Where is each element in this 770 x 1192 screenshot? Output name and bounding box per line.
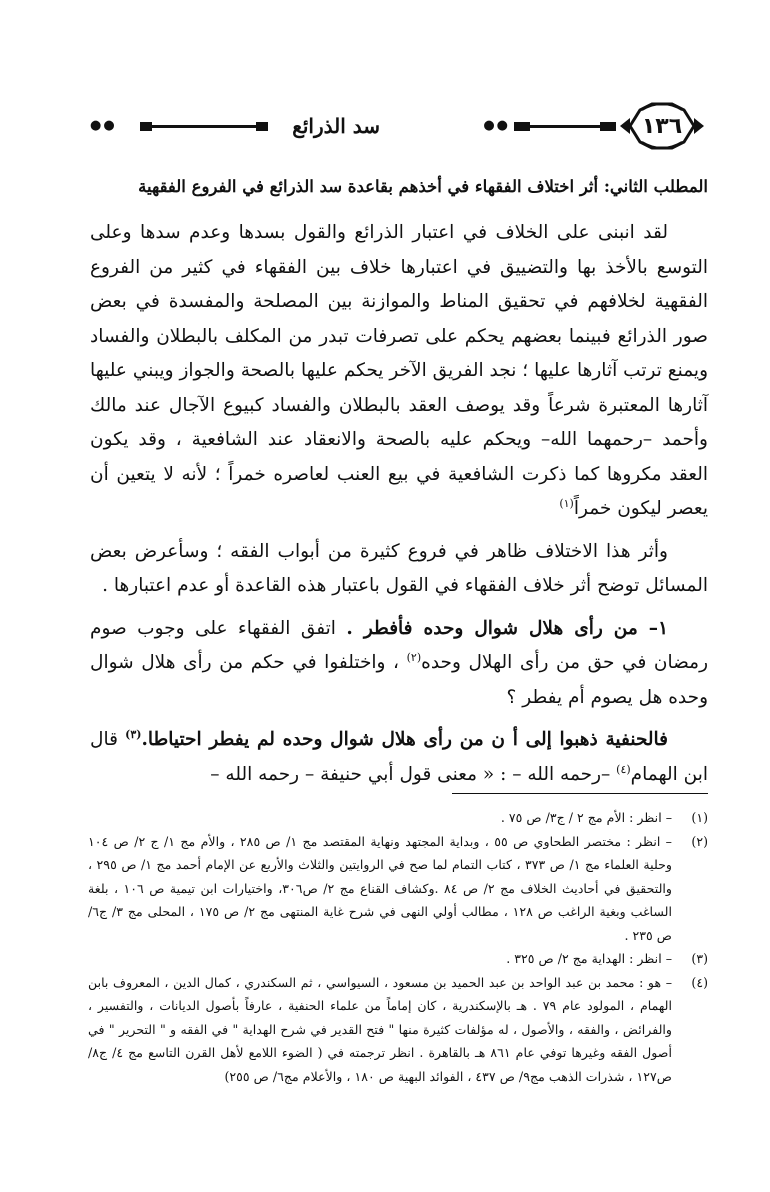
footnote-text: – انظر : الأم مج ٢ / ج٣/ ص ٧٥ . — [500, 810, 672, 825]
footnote-text: – انظر : مختصر الطحاوي ص ٥٥ ، وبداية المجتهد ونهاية المقتصد مج ١/ ص ٢٨٥ ، والأم مج ١/ ج ٢/ ص ١٠٤ وحلية العلماء مج ١/ ص ٣٧٣ ، كتاب التمام لما صح في الروايتين والثلاث والأربع عن الإمام أحمد مج ١/ ص ٢٩٥ ، والتحقيق في أحاديث الخلاف مج ٢/ ص ٨٤ .وكشاف القناع مج ٢/ ص٣٠٦، واختيارات ابن تيمية ص ١٠٦ ، بلغة الساغب وبغية الراغب ص ١٢٨ ، مطالب أولي النهى في شرح غاية المنتهى مج ٢/ ص ١٧٥ ، المحلى مج ٣/ ج٦/ ص ٢٣٥ . — [88, 833, 672, 943]
footnotes — [88, 806, 708, 1088]
footnote-ref: (٣) — [125, 727, 142, 741]
footnote-number: (٤) — [691, 974, 708, 990]
paragraph-text: –رحمه الله – : « معنى قول أبي حنيفة – رحمه الله – — [210, 763, 617, 785]
paragraph-text: اتفق الفقهاء على وجوب صوم رمضان في حق من رأى الهلال وحده — [90, 617, 709, 673]
header-rule — [152, 125, 256, 128]
paragraph-intro — [90, 216, 708, 527]
footnote-number: (٢) — [691, 833, 708, 849]
footnote-ref: (٤) — [616, 762, 631, 776]
paragraph-issue-1 — [90, 612, 708, 716]
page-header — [90, 96, 708, 156]
footnote-ref: (١) — [559, 496, 574, 510]
issue-heading: ١– من رأى هلال شوال وحده فأفطر . — [346, 617, 668, 639]
footnote — [88, 947, 708, 971]
header-rule-block — [600, 122, 616, 131]
section-title: المطلب الثاني: أثر اختلاف الفقهاء في أخذهم بقاعدة سد الذرائع في الفروع الفقهية — [138, 177, 708, 196]
paragraph-effect — [90, 535, 708, 604]
header-rule-block — [514, 122, 530, 131]
paragraph-text: وأثر هذا الاختلاف ظاهر في فروع كثيرة من أبواب الفقه ؛ وسأعرض بعض المسائل توضح أثر خلاف الفقهاء في القول باعتبار هذه القاعدة أو عدم اعتبارها . — [90, 540, 708, 596]
footnote-text: – انظر : الهداية مج ٢/ ص ٣٢٥ . — [506, 951, 672, 966]
header-rule-block — [140, 122, 152, 131]
footnote — [88, 971, 708, 1089]
header-rule — [530, 125, 600, 128]
hanafi-opinion: فالحنفية ذهبوا إلى أ ن من رأى هلال شوال وحده لم يفطر احتياطا. — [141, 729, 668, 750]
footnote-number: (٣) — [691, 951, 708, 966]
header-rule-block — [256, 122, 268, 131]
page-number: ١٣٦ — [641, 113, 683, 139]
footnote-text: – هو : محمد بن عبد الواحد بن عبد الحميد بن مسعود ، السيواسي ، ثم السكندري ، كمال الدين ، المعروف بابن الهمام ، المولود عام ٧٩ . هـ بالإسكندرية ، كان إماماً من علماء الحنفية ، عارفاً بأصول الديانات ، والتفسير ، والفرائض ، والفقه ، والأصول ، له مؤلفات كثيرة منها " فتح القدير في شرح الهداية " في الفقه و " التحرير " في أصول الفقه وغيرها توفي عام ٨٦١ هـ بالقاهرة . انظر ترجمته في ( الضوء اللامع لأهل القرن التاسع مج ٤/ ج٨/ ص١٢٧ ، شذرات الذهب مج٩/ ص ٤٣٧ ، الفوائد البهية ص ١٨٠ ، والأعلام مج٦/ ص ٢٥٥) — [88, 974, 672, 1084]
footnote — [88, 806, 708, 830]
paragraph-text: لقد انبنى على الخلاف في اعتبار الذرائع والقول بسدها وعدم سدها وعلى التوسع بالأخذ بها والتضييق في اعتبارها خلاف بين الفقهاء في كثير من الفروع الفقهية لخلافهم في تحقيق المناط والموازنة بين المصلحة والمفسدة في بعض صور الذرائع فبينما بعضهم يحكم على تصرفات تبدر من المكلف بالبطلان والفساد ويمنع ترتب آثارها عليها ؛ نجد الفريق الآخر يحكم عليها بالصحة والجواز ويبني عليها آثارها المعتبرة شرعاً وقد يوصف العقد بالبطلان والفساد كبيوع الآجال عند مالك وأحمد –رحمهما الله– ويحكم عليه بالصحة والانعقاد عند الشافعية ، وقد يكون العقد مكروها كما ذكرت الشافعية في بيع العنب لعاصره خمراً ؛ لأنه لا يتعين أن يعصر ليكون خمراً — [90, 222, 708, 519]
running-title: سد الذرائع — [292, 114, 380, 138]
footnote — [88, 830, 708, 948]
header-dots: ●● — [483, 118, 510, 133]
paragraph-text: قال ابن الهمام — [90, 729, 708, 785]
paragraph-text: ، واختلفوا في حكم من رأى هلال شوال وحده هل يصوم أم يفطر ؟ — [90, 652, 708, 708]
footnote-divider — [452, 793, 708, 794]
footnote-number: (١) — [691, 810, 708, 825]
header-dots: ●● — [90, 118, 117, 133]
paragraph-hanafi — [90, 723, 708, 792]
main-content — [90, 172, 708, 792]
footnote-ref: (٢) — [406, 650, 422, 664]
